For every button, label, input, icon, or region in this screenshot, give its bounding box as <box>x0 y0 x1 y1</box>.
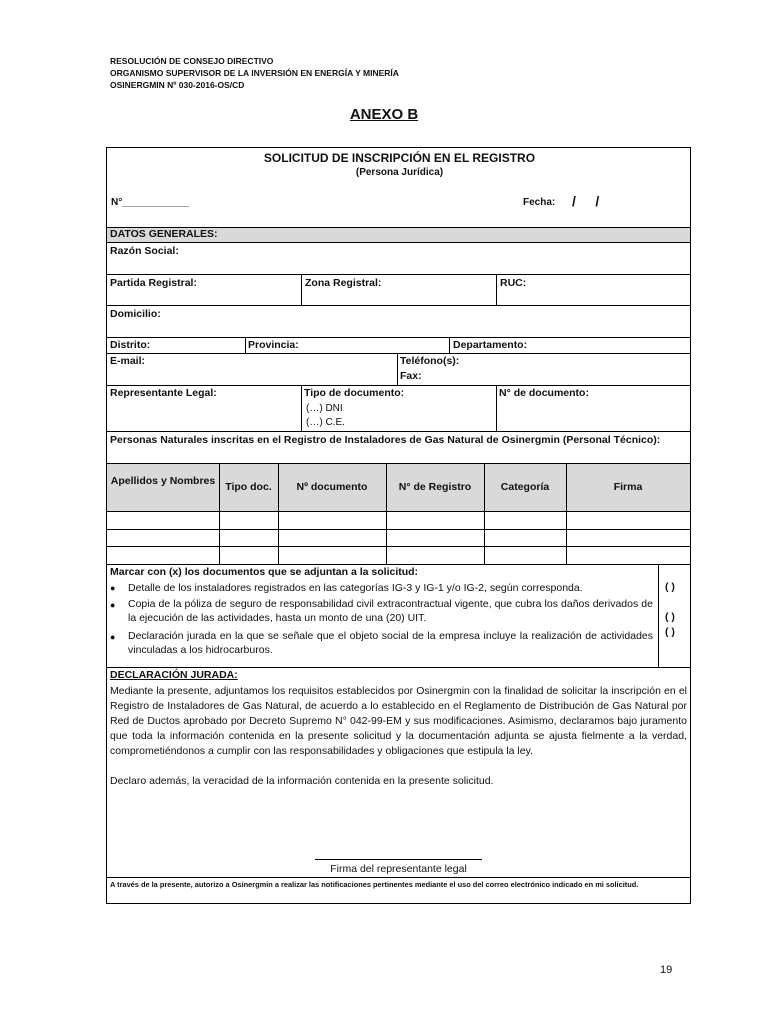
rule <box>496 274 497 305</box>
rule <box>449 337 450 353</box>
annex-title: ANEXO B <box>349 106 419 123</box>
page-number: 19 <box>660 964 673 976</box>
col-header-doc-number: Nº documento <box>296 481 368 493</box>
form-subtitle: (Persona Jurídica) <box>355 167 444 178</box>
footnote-authorization: A través de la presente, autorizo a Osinergmin a realizar las notificaciones pertinentes mediante el uso del correo electrónico indicado en mi solicitud. <box>110 880 639 889</box>
distrito-field[interactable]: Distrito: <box>110 339 151 351</box>
signature-line[interactable] <box>315 859 482 860</box>
col-header-registry-number: N° de Registro <box>398 481 472 493</box>
rule <box>245 337 246 353</box>
document-header <box>110 55 399 91</box>
doc-ce-option[interactable]: (…) C.E. <box>306 417 345 428</box>
rule <box>484 463 485 564</box>
registration-form <box>106 147 691 904</box>
departamento-field[interactable]: Departamento: <box>453 339 528 351</box>
signature-label: Firma del representante legal <box>330 863 467 875</box>
declaration-text: Mediante la presente, adjuntamos los requisitos establecidos por Osinergmin con la finalidad de solicitar la inscripción en el Registro de Instaladores de Gas Natural, de acuerdo a lo establecido en el Reglamento de Distribución de Gas Natural por Red de Ductos aprobado por Decreto Supremo N° 042-99-EM y sus modificaciones. Asimismo, declaramos bajo juramento que toda la información contenida en la presente solicitud y la documentación adjunta se ajusta fielmente a la verdad, comprometiéndonos a cumplir con las responsabilidades y obligaciones que estipula la ley. <box>110 685 687 757</box>
col-header-category: Categoría <box>500 481 550 493</box>
rule <box>107 564 690 565</box>
checkbox-document-3[interactable]: ( ) <box>665 626 675 638</box>
rule <box>107 274 690 275</box>
rule <box>107 463 690 464</box>
document-item-1: Detalle de los instaladores registrados en las categorías IG-3 y IG-1 y/o IG-2, según corresponda. <box>128 582 583 594</box>
provincia-field[interactable]: Provincia: <box>248 339 299 351</box>
rule <box>278 463 279 564</box>
partida-registral-field[interactable]: Partida Registral: <box>110 277 197 289</box>
rule <box>107 385 690 386</box>
rule <box>658 564 659 667</box>
section-general-label: DATOS GENERALES: <box>110 228 218 240</box>
rule <box>107 242 690 243</box>
bullet-icon: ● <box>110 632 116 642</box>
declaration-text-2: Declaro además, la veracidad de la información contenida en la presente solicitud. <box>110 775 494 787</box>
header-line-1: RESOLUCIÓN DE CONSEJO DIRECTIVO <box>110 56 274 66</box>
rule <box>107 667 690 668</box>
rule <box>397 353 398 385</box>
col-header-signature: Firma <box>613 481 643 493</box>
personas-naturales-label: Personas Naturales inscritas en el Registro de Instaladores de Gas Natural de Osinergmin (Personal Técnico): <box>110 434 661 446</box>
document-item-3: Declaración jurada en la que se señale que el objeto social de la empresa incluye la realización de actividades vinculadas a los hidrocarburos. <box>128 630 653 656</box>
razon-social-field[interactable]: Razón Social: <box>110 245 179 257</box>
application-number[interactable]: N°____________ <box>111 197 189 208</box>
header-line-2: ORGANISMO SUPERVISOR DE LA INVERSIÓN EN ENERGÍA Y MINERÍA <box>110 68 399 78</box>
bullet-icon: ● <box>110 583 116 593</box>
col-header-doc-type: Tipo doc. <box>225 481 272 493</box>
rule <box>107 337 690 338</box>
rule <box>301 274 302 305</box>
representante-field[interactable]: Representante Legal: <box>110 387 217 399</box>
telefono-field[interactable]: Teléfono(s): <box>400 355 460 367</box>
fax-field[interactable]: Fax: <box>400 370 422 382</box>
date-field[interactable]: / / <box>572 193 600 209</box>
header-line-3: OSINERGMIN Nº 030-2016-OS/CD <box>110 80 245 90</box>
rule <box>107 546 690 547</box>
date-label: Fecha: <box>523 197 556 208</box>
rule <box>301 385 302 431</box>
document-item-2: Copia de la póliza de seguro de responsabilidad civil extracontractual vigente, que cubra los daños derivados de la ejecución de las actividades, hasta un monto de una (20) UIT. <box>128 598 653 624</box>
domicilio-field[interactable]: Domicilio: <box>110 308 161 320</box>
bullet-icon: ● <box>110 600 116 610</box>
checkbox-document-2[interactable]: ( ) <box>665 611 675 623</box>
declaration-title: DECLARACIÓN JURADA: <box>110 669 238 681</box>
form-title: SOLICITUD DE INSCRIPCIÓN EN EL REGISTRO <box>263 151 536 165</box>
rule <box>386 463 387 564</box>
email-field[interactable]: E-mail: <box>110 355 146 367</box>
ruc-field[interactable]: RUC: <box>500 277 527 289</box>
zona-registral-field[interactable]: Zona Registral: <box>305 277 382 289</box>
checkbox-document-1[interactable]: ( ) <box>665 581 675 593</box>
rule <box>107 511 690 512</box>
rule <box>566 463 567 564</box>
rule <box>107 877 690 878</box>
rule <box>107 431 690 432</box>
rule <box>219 463 220 564</box>
rule <box>107 529 690 530</box>
rule <box>107 353 690 354</box>
col-header-names: Apellidos y Nombres <box>110 475 216 487</box>
doc-dni-option[interactable]: (…) DNI <box>306 403 343 414</box>
rule <box>107 305 690 306</box>
rule <box>496 385 497 431</box>
nro-documento-field[interactable]: N° de documento: <box>499 387 589 399</box>
tipo-documento-label: Tipo de documento: <box>304 387 405 399</box>
documents-title: Marcar con (x) los documentos que se adjuntan a la solicitud: <box>110 566 419 578</box>
